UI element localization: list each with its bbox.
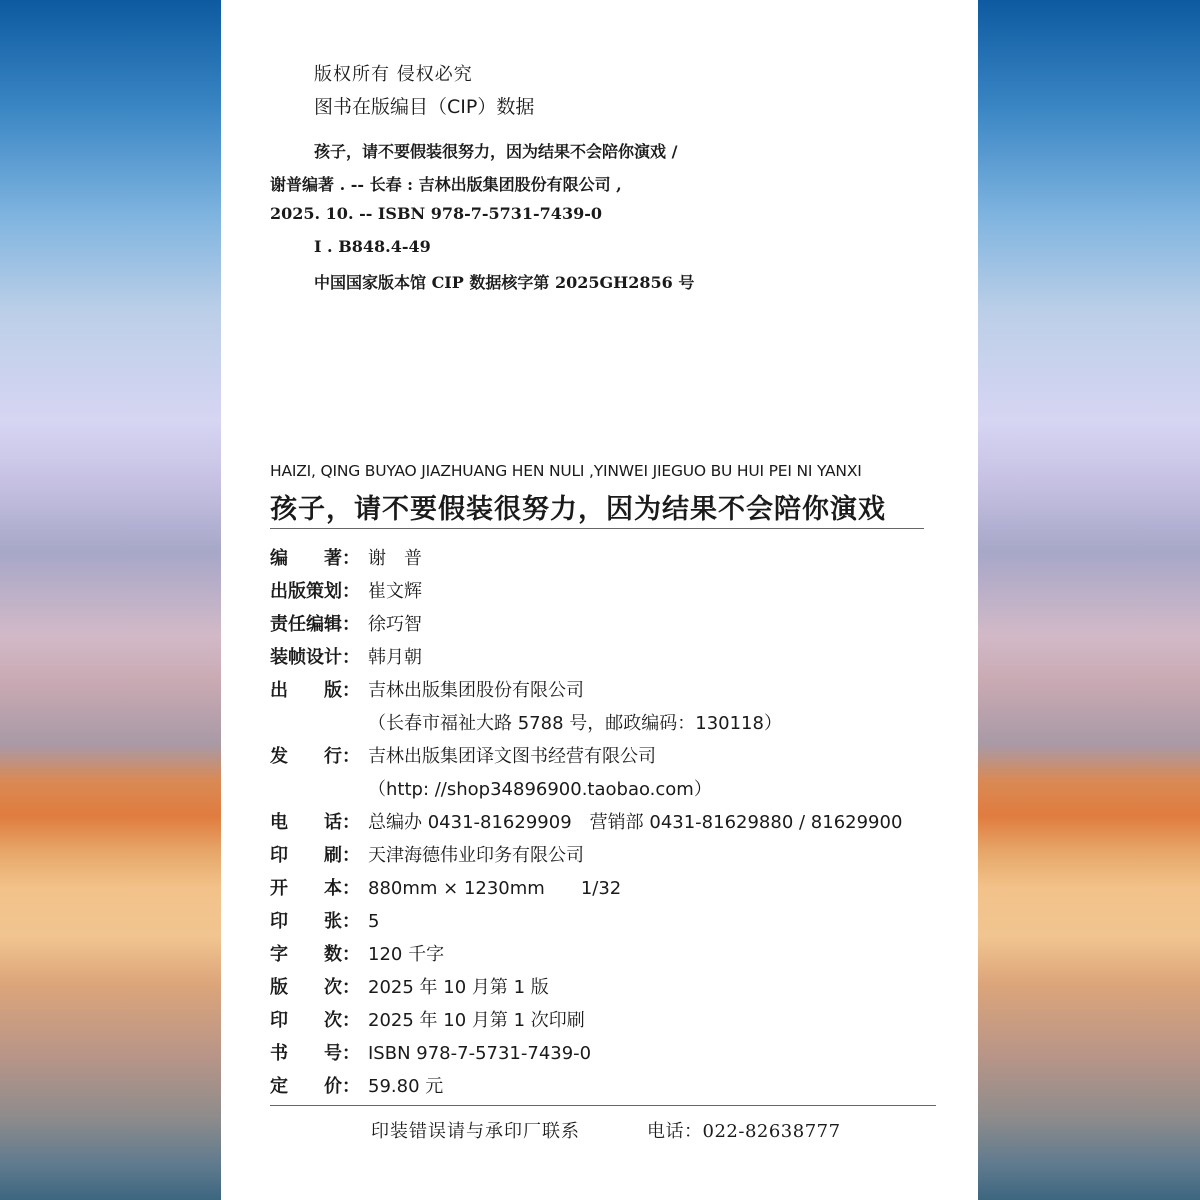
detail-continuation: （长春市福祉大路 5788 号，邮政编码：130118） xyxy=(368,713,782,734)
printer-phone: 电话：022-82638777 xyxy=(647,1121,841,1142)
detail-row xyxy=(270,874,621,900)
book-title: 孩子，请不要假装很努力，因为结果不会陪你演戏 xyxy=(270,494,886,525)
detail-value: ISBN 978-7-5731-7439-0 xyxy=(368,1043,592,1064)
detail-label: 电 话： xyxy=(270,812,360,833)
detail-label: 出 版： xyxy=(270,680,360,701)
detail-label: 印 刷： xyxy=(270,845,360,866)
detail-row xyxy=(270,841,584,867)
detail-value: 120 千字 xyxy=(368,944,445,965)
cip-line-2: 谢普编著 . -- 长春 : 吉林出版集团股份有限公司 , xyxy=(270,175,622,194)
detail-label: 印 次： xyxy=(270,1010,360,1031)
detail-value: 崔文辉 xyxy=(368,581,422,602)
footer-rule xyxy=(270,1105,936,1106)
detail-value: 5 xyxy=(368,911,380,932)
cip-line-5: 中国国家版本馆 CIP 数据核字第 2025GH2856 号 xyxy=(314,273,695,292)
detail-row xyxy=(270,544,422,570)
detail-value: 韩月朝 xyxy=(368,647,422,668)
cip-heading: 图书在版编目（CIP）数据 xyxy=(314,96,535,118)
cip-line-3: 2025. 10. -- ISBN 978-7-5731-7439-0 xyxy=(270,204,602,223)
detail-value: 天津海德伟业印务有限公司 xyxy=(368,845,584,866)
detail-value: 59.80 元 xyxy=(368,1076,444,1097)
detail-value: 吉林出版集团译文图书经营有限公司 xyxy=(368,746,656,767)
detail-row xyxy=(270,742,656,768)
cip-line-1: 孩子，请不要假装很努力，因为结果不会陪你演戏 / xyxy=(314,142,678,161)
detail-value: 2025 年 10 月第 1 版 xyxy=(368,977,549,998)
detail-value: 吉林出版集团股份有限公司 xyxy=(368,680,584,701)
detail-label: 发 行： xyxy=(270,746,360,767)
detail-row xyxy=(270,577,422,603)
detail-row xyxy=(270,940,444,966)
title-rule xyxy=(270,528,924,529)
copyright-notice: 版权所有 侵权必究 xyxy=(314,64,473,85)
detail-label: 责任编辑： xyxy=(270,614,360,635)
title-pinyin: HAIZI, QING BUYAO JIAZHUANG HEN NULI ,YINWEI JIEGUO BU HUI PEI NI YANXI xyxy=(270,462,862,480)
detail-row xyxy=(270,973,549,999)
copyright-page xyxy=(221,0,978,1200)
detail-label: 印 张： xyxy=(270,911,360,932)
detail-row xyxy=(270,1072,443,1098)
right-gradient-border xyxy=(978,0,1200,1200)
detail-value: 总编办 0431-81629909 营销部 0431-81629880 / 81629900 xyxy=(368,812,903,833)
detail-value: 谢 普 xyxy=(368,548,422,569)
left-gradient-border xyxy=(0,0,221,1200)
detail-value: 880mm × 1230mm 1/32 xyxy=(368,878,622,899)
detail-label: 装帧设计： xyxy=(270,647,360,668)
detail-value: 2025 年 10 月第 1 次印刷 xyxy=(368,1010,585,1031)
detail-label: 字 数： xyxy=(270,944,360,965)
detail-value: 徐巧智 xyxy=(368,614,422,635)
detail-label: 编 著： xyxy=(270,548,360,569)
detail-row xyxy=(270,907,379,933)
detail-label: 书 号： xyxy=(270,1043,360,1064)
detail-row xyxy=(270,676,584,702)
detail-label: 定 价： xyxy=(270,1076,360,1097)
detail-row xyxy=(270,1006,585,1032)
detail-row xyxy=(270,1039,591,1065)
cip-line-4: Ⅰ . B848.4-49 xyxy=(314,237,431,256)
detail-continuation: （http: //shop34896900.taobao.com） xyxy=(368,779,712,800)
detail-row xyxy=(270,610,422,636)
detail-label: 版 次： xyxy=(270,977,360,998)
detail-row xyxy=(270,643,422,669)
detail-label: 开 本： xyxy=(270,878,360,899)
misprint-note: 印装错误请与承印厂联系 xyxy=(371,1121,580,1142)
detail-row xyxy=(270,808,902,834)
detail-label: 出版策划： xyxy=(270,581,360,602)
